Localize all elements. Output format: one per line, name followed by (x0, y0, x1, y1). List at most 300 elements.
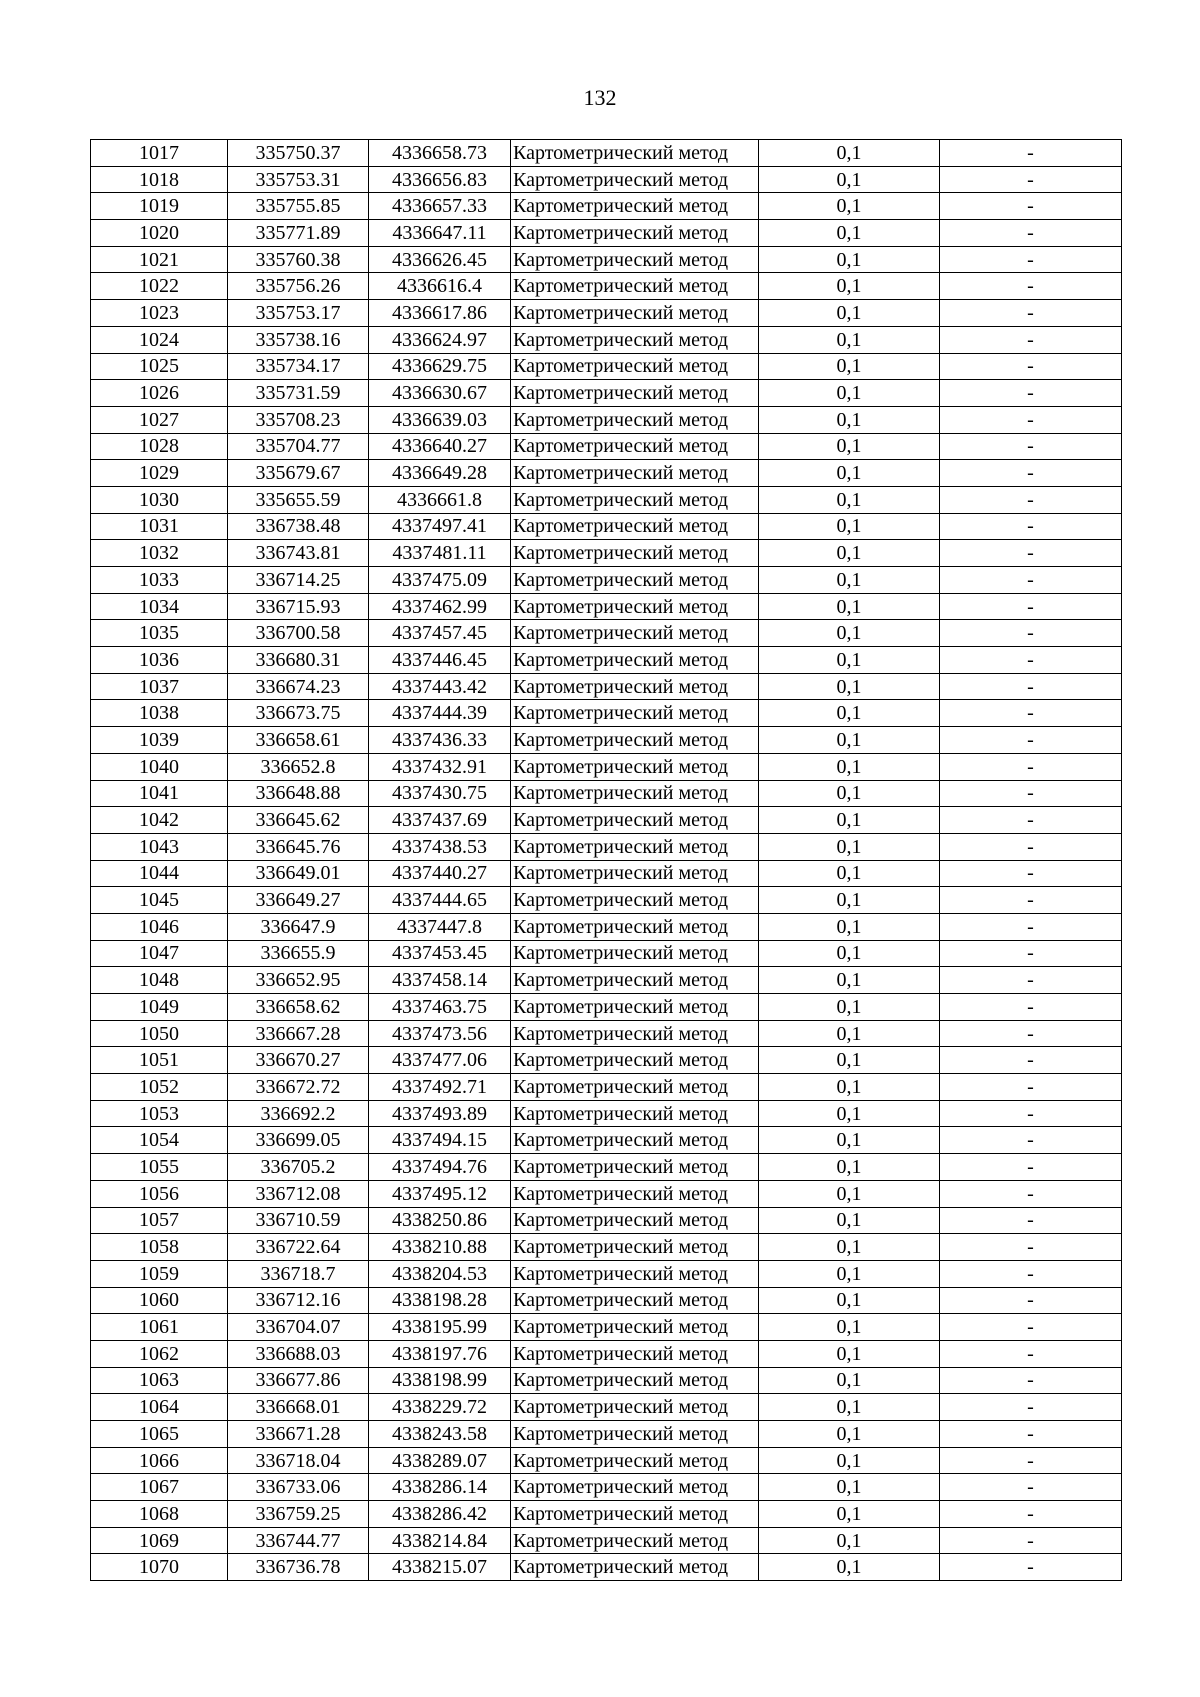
table-row (91, 1340, 1122, 1367)
accuracy-cell: 0,1 (759, 220, 940, 247)
accuracy-cell: 0,1 (759, 460, 940, 487)
point-number-cell: 1046 (91, 913, 228, 940)
note-cell: - (940, 1154, 1122, 1181)
x-coordinate-cell: 336658.62 (228, 994, 369, 1021)
table-row (91, 486, 1122, 513)
point-number-cell: 1037 (91, 673, 228, 700)
note-cell: - (940, 673, 1122, 700)
note-cell: - (940, 940, 1122, 967)
x-coordinate-cell: 336645.76 (228, 833, 369, 860)
x-coordinate-cell: 336680.31 (228, 647, 369, 674)
y-coordinate-cell: 4337495.12 (369, 1180, 511, 1207)
point-number-cell: 1059 (91, 1260, 228, 1287)
method-cell: Картометрический метод (511, 406, 759, 433)
accuracy-cell: 0,1 (759, 620, 940, 647)
method-cell: Картометрический метод (511, 887, 759, 914)
point-number-cell: 1049 (91, 994, 228, 1021)
note-cell: - (940, 860, 1122, 887)
note-cell: - (940, 1260, 1122, 1287)
x-coordinate-cell: 336668.01 (228, 1394, 369, 1421)
method-cell: Картометрический метод (511, 326, 759, 353)
y-coordinate-cell: 4337446.45 (369, 647, 511, 674)
note-cell: - (940, 140, 1122, 167)
table-row (91, 406, 1122, 433)
x-coordinate-cell: 336674.23 (228, 673, 369, 700)
y-coordinate-cell: 4337457.45 (369, 620, 511, 647)
x-coordinate-cell: 336652.95 (228, 967, 369, 994)
point-number-cell: 1057 (91, 1207, 228, 1234)
y-coordinate-cell: 4338289.07 (369, 1447, 511, 1474)
page-number: 132 (583, 85, 617, 110)
table-row (91, 1554, 1122, 1581)
y-coordinate-cell: 4336649.28 (369, 460, 511, 487)
method-cell: Картометрический метод (511, 140, 759, 167)
x-coordinate-cell: 335708.23 (228, 406, 369, 433)
point-number-cell: 1041 (91, 780, 228, 807)
accuracy-cell: 0,1 (759, 913, 940, 940)
accuracy-cell: 0,1 (759, 567, 940, 594)
y-coordinate-cell: 4337447.8 (369, 913, 511, 940)
y-coordinate-cell: 4337430.75 (369, 780, 511, 807)
y-coordinate-cell: 4336626.45 (369, 246, 511, 273)
accuracy-cell: 0,1 (759, 1127, 940, 1154)
y-coordinate-cell: 4338198.28 (369, 1287, 511, 1314)
accuracy-cell: 0,1 (759, 1260, 940, 1287)
table-row (91, 860, 1122, 887)
table-row (91, 193, 1122, 220)
point-number-cell: 1028 (91, 433, 228, 460)
point-number-cell: 1023 (91, 300, 228, 327)
accuracy-cell: 0,1 (759, 433, 940, 460)
x-coordinate-cell: 336688.03 (228, 1340, 369, 1367)
method-cell: Картометрический метод (511, 967, 759, 994)
x-coordinate-cell: 336715.93 (228, 593, 369, 620)
method-cell: Картометрический метод (511, 433, 759, 460)
note-cell: - (940, 913, 1122, 940)
note-cell: - (940, 1207, 1122, 1234)
accuracy-cell: 0,1 (759, 940, 940, 967)
point-number-cell: 1026 (91, 380, 228, 407)
table-row (91, 300, 1122, 327)
note-cell: - (940, 833, 1122, 860)
note-cell: - (940, 1234, 1122, 1261)
accuracy-cell: 0,1 (759, 1474, 940, 1501)
x-coordinate-cell: 336705.2 (228, 1154, 369, 1181)
x-coordinate-cell: 336714.25 (228, 567, 369, 594)
note-cell: - (940, 727, 1122, 754)
y-coordinate-cell: 4337437.69 (369, 807, 511, 834)
x-coordinate-cell: 336649.27 (228, 887, 369, 914)
note-cell: - (940, 700, 1122, 727)
point-number-cell: 1033 (91, 567, 228, 594)
point-number-cell: 1045 (91, 887, 228, 914)
method-cell: Картометрический метод (511, 166, 759, 193)
table-row (91, 140, 1122, 167)
method-cell: Картометрический метод (511, 780, 759, 807)
x-coordinate-cell: 336738.48 (228, 513, 369, 540)
x-coordinate-cell: 335704.77 (228, 433, 369, 460)
point-number-cell: 1055 (91, 1154, 228, 1181)
x-coordinate-cell: 335755.85 (228, 193, 369, 220)
table-row (91, 620, 1122, 647)
table-row (91, 833, 1122, 860)
accuracy-cell: 0,1 (759, 380, 940, 407)
method-cell: Картометрический метод (511, 700, 759, 727)
accuracy-cell: 0,1 (759, 140, 940, 167)
point-number-cell: 1038 (91, 700, 228, 727)
table-row (91, 1047, 1122, 1074)
table-row (91, 647, 1122, 674)
x-coordinate-cell: 336699.05 (228, 1127, 369, 1154)
note-cell: - (940, 1340, 1122, 1367)
point-number-cell: 1043 (91, 833, 228, 860)
x-coordinate-cell: 336652.8 (228, 753, 369, 780)
accuracy-cell: 0,1 (759, 700, 940, 727)
note-cell: - (940, 567, 1122, 594)
note-cell: - (940, 1314, 1122, 1341)
y-coordinate-cell: 4337458.14 (369, 967, 511, 994)
method-cell: Картометрический метод (511, 1527, 759, 1554)
note-cell: - (940, 273, 1122, 300)
accuracy-cell: 0,1 (759, 593, 940, 620)
table-row (91, 753, 1122, 780)
method-cell: Картометрический метод (511, 567, 759, 594)
accuracy-cell: 0,1 (759, 166, 940, 193)
method-cell: Картометрический метод (511, 1447, 759, 1474)
table-row (91, 727, 1122, 754)
x-coordinate-cell: 336700.58 (228, 620, 369, 647)
x-coordinate-cell: 336655.9 (228, 940, 369, 967)
table-row (91, 1287, 1122, 1314)
accuracy-cell: 0,1 (759, 1367, 940, 1394)
point-number-cell: 1031 (91, 513, 228, 540)
table-row (91, 1207, 1122, 1234)
method-cell: Картометрический метод (511, 220, 759, 247)
x-coordinate-cell: 335738.16 (228, 326, 369, 353)
accuracy-cell: 0,1 (759, 486, 940, 513)
x-coordinate-cell: 336712.08 (228, 1180, 369, 1207)
y-coordinate-cell: 4337493.89 (369, 1100, 511, 1127)
x-coordinate-cell: 336712.16 (228, 1287, 369, 1314)
y-coordinate-cell: 4338204.53 (369, 1260, 511, 1287)
note-cell: - (940, 1421, 1122, 1448)
y-coordinate-cell: 4338214.84 (369, 1527, 511, 1554)
table-row (91, 807, 1122, 834)
table-row (91, 1367, 1122, 1394)
accuracy-cell: 0,1 (759, 780, 940, 807)
note-cell: - (940, 460, 1122, 487)
x-coordinate-cell: 336704.07 (228, 1314, 369, 1341)
point-number-cell: 1040 (91, 753, 228, 780)
x-coordinate-cell: 336722.64 (228, 1234, 369, 1261)
x-coordinate-cell: 336658.61 (228, 727, 369, 754)
x-coordinate-cell: 336673.75 (228, 700, 369, 727)
method-cell: Картометрический метод (511, 353, 759, 380)
method-cell: Картометрический метод (511, 1074, 759, 1101)
x-coordinate-cell: 336718.7 (228, 1260, 369, 1287)
x-coordinate-cell: 336677.86 (228, 1367, 369, 1394)
note-cell: - (940, 220, 1122, 247)
note-cell: - (940, 807, 1122, 834)
point-number-cell: 1048 (91, 967, 228, 994)
note-cell: - (940, 1287, 1122, 1314)
accuracy-cell: 0,1 (759, 1501, 940, 1528)
x-coordinate-cell: 335756.26 (228, 273, 369, 300)
table-row (91, 1020, 1122, 1047)
y-coordinate-cell: 4337440.27 (369, 860, 511, 887)
note-cell: - (940, 1474, 1122, 1501)
accuracy-cell: 0,1 (759, 1047, 940, 1074)
note-cell: - (940, 1047, 1122, 1074)
point-number-cell: 1021 (91, 246, 228, 273)
x-coordinate-cell: 336667.28 (228, 1020, 369, 1047)
point-number-cell: 1052 (91, 1074, 228, 1101)
note-cell: - (940, 1020, 1122, 1047)
y-coordinate-cell: 4337436.33 (369, 727, 511, 754)
table-row (91, 380, 1122, 407)
y-coordinate-cell: 4338197.76 (369, 1340, 511, 1367)
y-coordinate-cell: 4336647.11 (369, 220, 511, 247)
table-row (91, 1314, 1122, 1341)
accuracy-cell: 0,1 (759, 1527, 940, 1554)
note-cell: - (940, 1100, 1122, 1127)
point-number-cell: 1025 (91, 353, 228, 380)
table-row (91, 1154, 1122, 1181)
point-number-cell: 1060 (91, 1287, 228, 1314)
accuracy-cell: 0,1 (759, 727, 940, 754)
y-coordinate-cell: 4338286.42 (369, 1501, 511, 1528)
method-cell: Картометрический метод (511, 540, 759, 567)
point-number-cell: 1058 (91, 1234, 228, 1261)
note-cell: - (940, 1394, 1122, 1421)
point-number-cell: 1032 (91, 540, 228, 567)
method-cell: Картометрический метод (511, 1260, 759, 1287)
note-cell: - (940, 1127, 1122, 1154)
accuracy-cell: 0,1 (759, 406, 940, 433)
method-cell: Картометрический метод (511, 246, 759, 273)
method-cell: Картометрический метод (511, 273, 759, 300)
y-coordinate-cell: 4337463.75 (369, 994, 511, 1021)
point-number-cell: 1062 (91, 1340, 228, 1367)
accuracy-cell: 0,1 (759, 1154, 940, 1181)
table-row (91, 433, 1122, 460)
accuracy-cell: 0,1 (759, 753, 940, 780)
x-coordinate-cell: 336744.77 (228, 1527, 369, 1554)
accuracy-cell: 0,1 (759, 326, 940, 353)
method-cell: Картометрический метод (511, 1020, 759, 1047)
point-number-cell: 1053 (91, 1100, 228, 1127)
y-coordinate-cell: 4337473.56 (369, 1020, 511, 1047)
note-cell: - (940, 1447, 1122, 1474)
point-number-cell: 1061 (91, 1314, 228, 1341)
x-coordinate-cell: 336672.72 (228, 1074, 369, 1101)
table-row (91, 1421, 1122, 1448)
table-row (91, 1234, 1122, 1261)
method-cell: Картометрический метод (511, 486, 759, 513)
y-coordinate-cell: 4338229.72 (369, 1394, 511, 1421)
accuracy-cell: 0,1 (759, 1421, 940, 1448)
accuracy-cell: 0,1 (759, 513, 940, 540)
accuracy-cell: 0,1 (759, 1100, 940, 1127)
note-cell: - (940, 193, 1122, 220)
table-row (91, 513, 1122, 540)
method-cell: Картометрический метод (511, 1287, 759, 1314)
accuracy-cell: 0,1 (759, 1340, 940, 1367)
y-coordinate-cell: 4337438.53 (369, 833, 511, 860)
x-coordinate-cell: 336671.28 (228, 1421, 369, 1448)
method-cell: Картометрический метод (511, 1554, 759, 1581)
accuracy-cell: 0,1 (759, 540, 940, 567)
note-cell: - (940, 166, 1122, 193)
y-coordinate-cell: 4336617.86 (369, 300, 511, 327)
note-cell: - (940, 326, 1122, 353)
accuracy-cell: 0,1 (759, 1074, 940, 1101)
x-coordinate-cell: 336648.88 (228, 780, 369, 807)
table-row (91, 460, 1122, 487)
y-coordinate-cell: 4336658.73 (369, 140, 511, 167)
y-coordinate-cell: 4337494.76 (369, 1154, 511, 1181)
note-cell: - (940, 1074, 1122, 1101)
table-row (91, 593, 1122, 620)
note-cell: - (940, 593, 1122, 620)
note-cell: - (940, 1180, 1122, 1207)
x-coordinate-cell: 335753.31 (228, 166, 369, 193)
accuracy-cell: 0,1 (759, 994, 940, 1021)
note-cell: - (940, 300, 1122, 327)
table-row (91, 913, 1122, 940)
x-coordinate-cell: 336759.25 (228, 1501, 369, 1528)
point-number-cell: 1051 (91, 1047, 228, 1074)
point-number-cell: 1056 (91, 1180, 228, 1207)
point-number-cell: 1019 (91, 193, 228, 220)
y-coordinate-cell: 4338210.88 (369, 1234, 511, 1261)
point-number-cell: 1024 (91, 326, 228, 353)
method-cell: Картометрический метод (511, 1100, 759, 1127)
y-coordinate-cell: 4338215.07 (369, 1554, 511, 1581)
accuracy-cell: 0,1 (759, 353, 940, 380)
accuracy-cell: 0,1 (759, 1394, 940, 1421)
method-cell: Картометрический метод (511, 753, 759, 780)
y-coordinate-cell: 4337432.91 (369, 753, 511, 780)
table-row (91, 780, 1122, 807)
table-row (91, 1100, 1122, 1127)
point-number-cell: 1064 (91, 1394, 228, 1421)
y-coordinate-cell: 4337475.09 (369, 567, 511, 594)
table-row (91, 326, 1122, 353)
x-coordinate-cell: 335750.37 (228, 140, 369, 167)
y-coordinate-cell: 4336657.33 (369, 193, 511, 220)
note-cell: - (940, 540, 1122, 567)
y-coordinate-cell: 4337444.39 (369, 700, 511, 727)
x-coordinate-cell: 335734.17 (228, 353, 369, 380)
y-coordinate-cell: 4336629.75 (369, 353, 511, 380)
x-coordinate-cell: 336736.78 (228, 1554, 369, 1581)
y-coordinate-cell: 4337481.11 (369, 540, 511, 567)
method-cell: Картометрический метод (511, 1394, 759, 1421)
point-number-cell: 1042 (91, 807, 228, 834)
method-cell: Картометрический метод (511, 860, 759, 887)
point-number-cell: 1017 (91, 140, 228, 167)
x-coordinate-cell: 336733.06 (228, 1474, 369, 1501)
accuracy-cell: 0,1 (759, 887, 940, 914)
note-cell: - (940, 406, 1122, 433)
x-coordinate-cell: 336718.04 (228, 1447, 369, 1474)
method-cell: Картометрический метод (511, 994, 759, 1021)
coordinates-table (90, 139, 1122, 1581)
table-row (91, 1127, 1122, 1154)
point-number-cell: 1047 (91, 940, 228, 967)
point-number-cell: 1029 (91, 460, 228, 487)
note-cell: - (940, 433, 1122, 460)
accuracy-cell: 0,1 (759, 1180, 940, 1207)
method-cell: Картометрический метод (511, 833, 759, 860)
y-coordinate-cell: 4337497.41 (369, 513, 511, 540)
y-coordinate-cell: 4338198.99 (369, 1367, 511, 1394)
y-coordinate-cell: 4337443.42 (369, 673, 511, 700)
note-cell: - (940, 620, 1122, 647)
method-cell: Картометрический метод (511, 727, 759, 754)
x-coordinate-cell: 335655.59 (228, 486, 369, 513)
table-row (91, 673, 1122, 700)
y-coordinate-cell: 4337462.99 (369, 593, 511, 620)
table-row (91, 220, 1122, 247)
point-number-cell: 1054 (91, 1127, 228, 1154)
accuracy-cell: 0,1 (759, 300, 940, 327)
point-number-cell: 1035 (91, 620, 228, 647)
y-coordinate-cell: 4338286.14 (369, 1474, 511, 1501)
method-cell: Картометрический метод (511, 1501, 759, 1528)
accuracy-cell: 0,1 (759, 273, 940, 300)
method-cell: Картометрический метод (511, 1340, 759, 1367)
x-coordinate-cell: 336743.81 (228, 540, 369, 567)
y-coordinate-cell: 4338243.58 (369, 1421, 511, 1448)
table-row (91, 567, 1122, 594)
point-number-cell: 1044 (91, 860, 228, 887)
table-row (91, 1074, 1122, 1101)
note-cell: - (940, 246, 1122, 273)
method-cell: Картометрический метод (511, 1180, 759, 1207)
note-cell: - (940, 1501, 1122, 1528)
point-number-cell: 1039 (91, 727, 228, 754)
x-coordinate-cell: 335771.89 (228, 220, 369, 247)
table-row (91, 887, 1122, 914)
point-number-cell: 1034 (91, 593, 228, 620)
y-coordinate-cell: 4337492.71 (369, 1074, 511, 1101)
method-cell: Картометрический метод (511, 940, 759, 967)
note-cell: - (940, 1367, 1122, 1394)
y-coordinate-cell: 4336639.03 (369, 406, 511, 433)
method-cell: Картометрический метод (511, 807, 759, 834)
method-cell: Картометрический метод (511, 1154, 759, 1181)
method-cell: Картометрический метод (511, 593, 759, 620)
y-coordinate-cell: 4336640.27 (369, 433, 511, 460)
y-coordinate-cell: 4336656.83 (369, 166, 511, 193)
accuracy-cell: 0,1 (759, 246, 940, 273)
method-cell: Картометрический метод (511, 300, 759, 327)
method-cell: Картометрический метод (511, 1234, 759, 1261)
accuracy-cell: 0,1 (759, 193, 940, 220)
y-coordinate-cell: 4337494.15 (369, 1127, 511, 1154)
accuracy-cell: 0,1 (759, 673, 940, 700)
note-cell: - (940, 353, 1122, 380)
note-cell: - (940, 647, 1122, 674)
method-cell: Картометрический метод (511, 460, 759, 487)
method-cell: Картометрический метод (511, 1047, 759, 1074)
x-coordinate-cell: 335760.38 (228, 246, 369, 273)
y-coordinate-cell: 4337444.65 (369, 887, 511, 914)
method-cell: Картометрический метод (511, 193, 759, 220)
method-cell: Картометрический метод (511, 1127, 759, 1154)
